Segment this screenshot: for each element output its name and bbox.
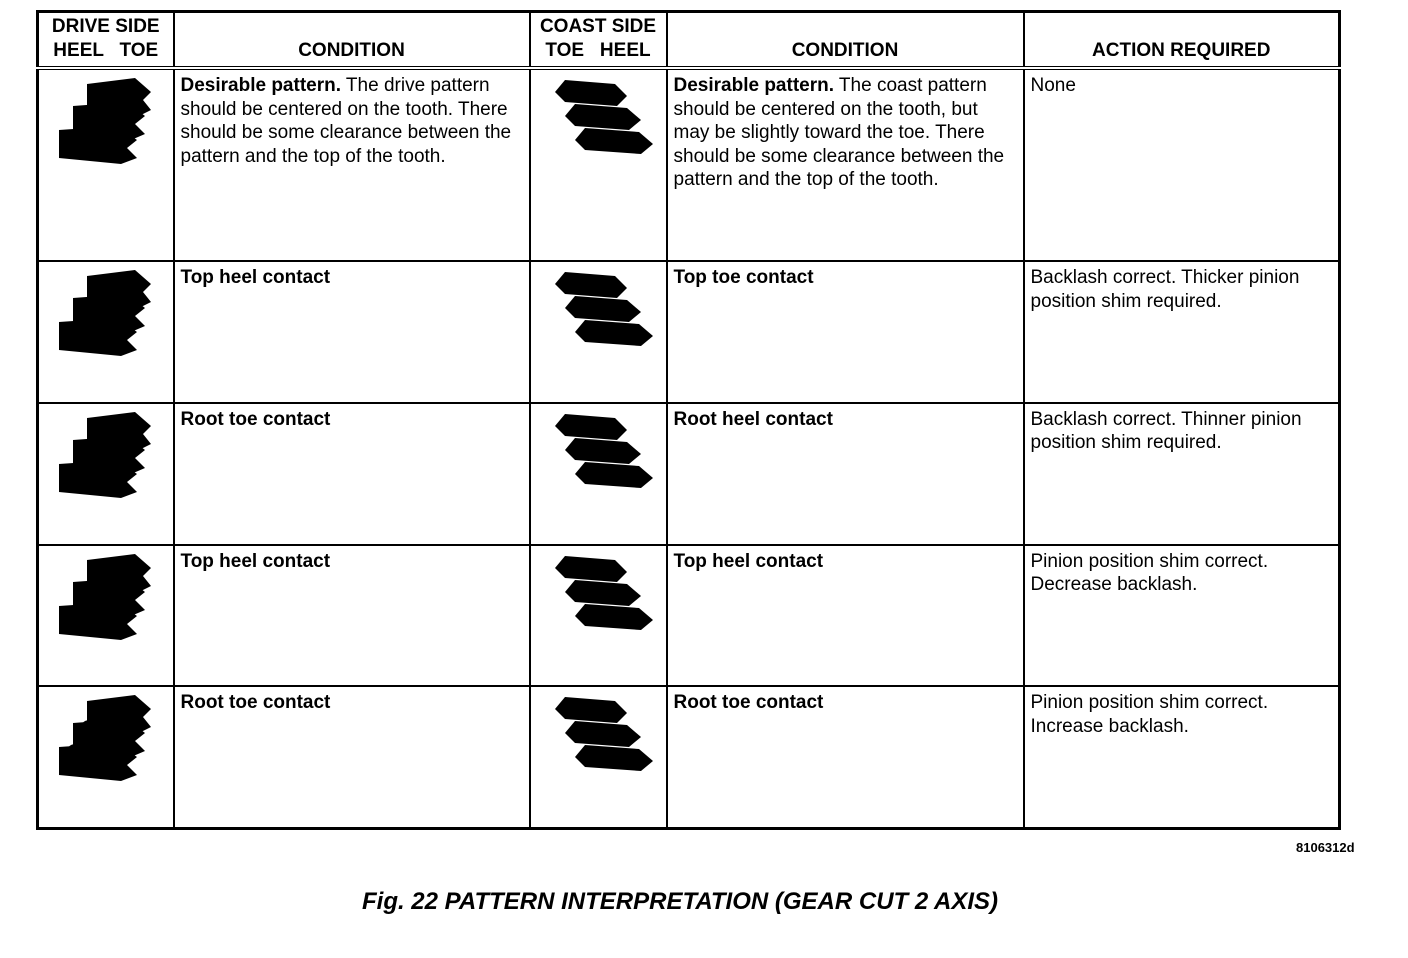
gear-tooth-pattern-root-heel-icon xyxy=(537,410,659,506)
action-required-text: Backlash correct. Thicker pinion position shim required. xyxy=(1030,267,1300,312)
drive-condition-title: Root toe contact xyxy=(180,692,331,714)
drive-condition-title: Top heel contact xyxy=(180,550,331,572)
figure-caption: Fig. 22 PATTERN INTERPRETATION (GEAR CUT 2 AXIS) xyxy=(361,888,999,915)
table-row xyxy=(38,261,1340,403)
action-required-text: Pinion position shim correct. Decrease backlash. xyxy=(1030,550,1269,596)
coast-side-diagram-cell xyxy=(530,403,667,545)
header-coast-condition-label: CONDITION xyxy=(791,40,899,62)
action-required-text: Pinion position shim correct. Increase backlash. xyxy=(1030,692,1269,737)
coast-condition-cell xyxy=(667,261,1024,403)
gear-tooth-pattern-root-toe-icon xyxy=(47,410,165,506)
coast-condition-title: Top heel contact xyxy=(673,550,824,572)
gear-tooth-pattern-root-toe-icon xyxy=(537,693,659,789)
drive-side-diagram-cell xyxy=(38,403,174,545)
drive-condition-title: Root toe contact xyxy=(180,408,331,430)
action-required-cell xyxy=(1024,686,1340,828)
pattern-interpretation-table xyxy=(36,10,1341,830)
drive-condition-title: Top heel contact xyxy=(180,267,331,289)
header-drive-side xyxy=(38,12,174,69)
header-drive-side-line2: HEEL TOE xyxy=(53,40,159,62)
table-row xyxy=(38,545,1340,687)
coast-condition-title: Root toe contact xyxy=(673,692,824,714)
drive-condition-cell xyxy=(174,68,530,261)
header-action-required-label: ACTION REQUIRED xyxy=(1092,40,1271,62)
action-required-cell xyxy=(1024,545,1340,687)
coast-side-diagram-cell xyxy=(530,686,667,828)
coast-condition-cell xyxy=(667,68,1024,261)
header-drive-side-line1: DRIVE SIDE xyxy=(51,16,160,38)
gear-tooth-pattern-top-heel-icon xyxy=(537,552,659,648)
drive-side-diagram-cell xyxy=(38,261,174,403)
table-row xyxy=(38,68,1340,261)
gear-tooth-pattern-top-heel-icon xyxy=(47,552,165,648)
table-header-row xyxy=(38,12,1340,69)
action-required-text: Backlash correct. Thinner pinion position shim required. xyxy=(1030,408,1302,454)
gear-tooth-pattern-top-heel-icon xyxy=(47,268,165,364)
drive-condition-cell xyxy=(174,261,530,403)
action-required-cell xyxy=(1024,261,1340,403)
table-row xyxy=(38,686,1340,828)
figure-code: 8106312d xyxy=(1296,840,1355,855)
drive-side-diagram-cell xyxy=(38,545,174,687)
drive-condition-cell xyxy=(174,545,530,687)
drive-condition-text: The drive pattern should be centered on the tooth. There should be some clearance between the pattern and the top of the tooth. xyxy=(180,75,512,167)
header-coast-condition xyxy=(667,12,1024,69)
gear-tooth-pattern-centered-icon xyxy=(537,76,659,172)
drive-side-diagram-cell xyxy=(38,686,174,828)
coast-side-diagram-cell xyxy=(530,545,667,687)
header-coast-side-line2: TOE HEEL xyxy=(545,40,651,62)
gear-tooth-pattern-centered-icon xyxy=(47,76,165,172)
coast-condition-cell xyxy=(667,686,1024,828)
drive-condition-cell xyxy=(174,403,530,545)
coast-side-diagram-cell xyxy=(530,261,667,403)
coast-condition-cell xyxy=(667,545,1024,687)
header-drive-condition xyxy=(174,12,530,69)
drive-side-diagram-cell xyxy=(38,68,174,261)
coast-condition-title: Desirable pattern. xyxy=(673,75,834,97)
coast-side-diagram-cell xyxy=(530,68,667,261)
header-coast-side xyxy=(530,12,667,69)
header-coast-side-line1: COAST SIDE xyxy=(539,16,657,38)
action-required-cell xyxy=(1024,68,1340,261)
table-row xyxy=(38,403,1340,545)
coast-condition-title: Root heel contact xyxy=(673,408,833,430)
gear-tooth-pattern-root-toe-icon xyxy=(47,693,165,789)
drive-condition-title: Desirable pattern. xyxy=(180,75,341,97)
action-required-cell xyxy=(1024,403,1340,545)
coast-condition-text: The coast pattern should be centered on the tooth, but may be slightly toward the toe. There should be some clearance between the pattern and the top of the tooth. xyxy=(673,75,1005,191)
coast-condition-cell xyxy=(667,403,1024,545)
gear-tooth-pattern-top-toe-icon xyxy=(537,268,659,364)
header-drive-condition-label: CONDITION xyxy=(298,40,405,62)
drive-condition-cell xyxy=(174,686,530,828)
coast-condition-title: Top toe contact xyxy=(673,267,814,289)
header-action-required xyxy=(1024,12,1340,69)
action-required-text: None xyxy=(1030,75,1076,97)
